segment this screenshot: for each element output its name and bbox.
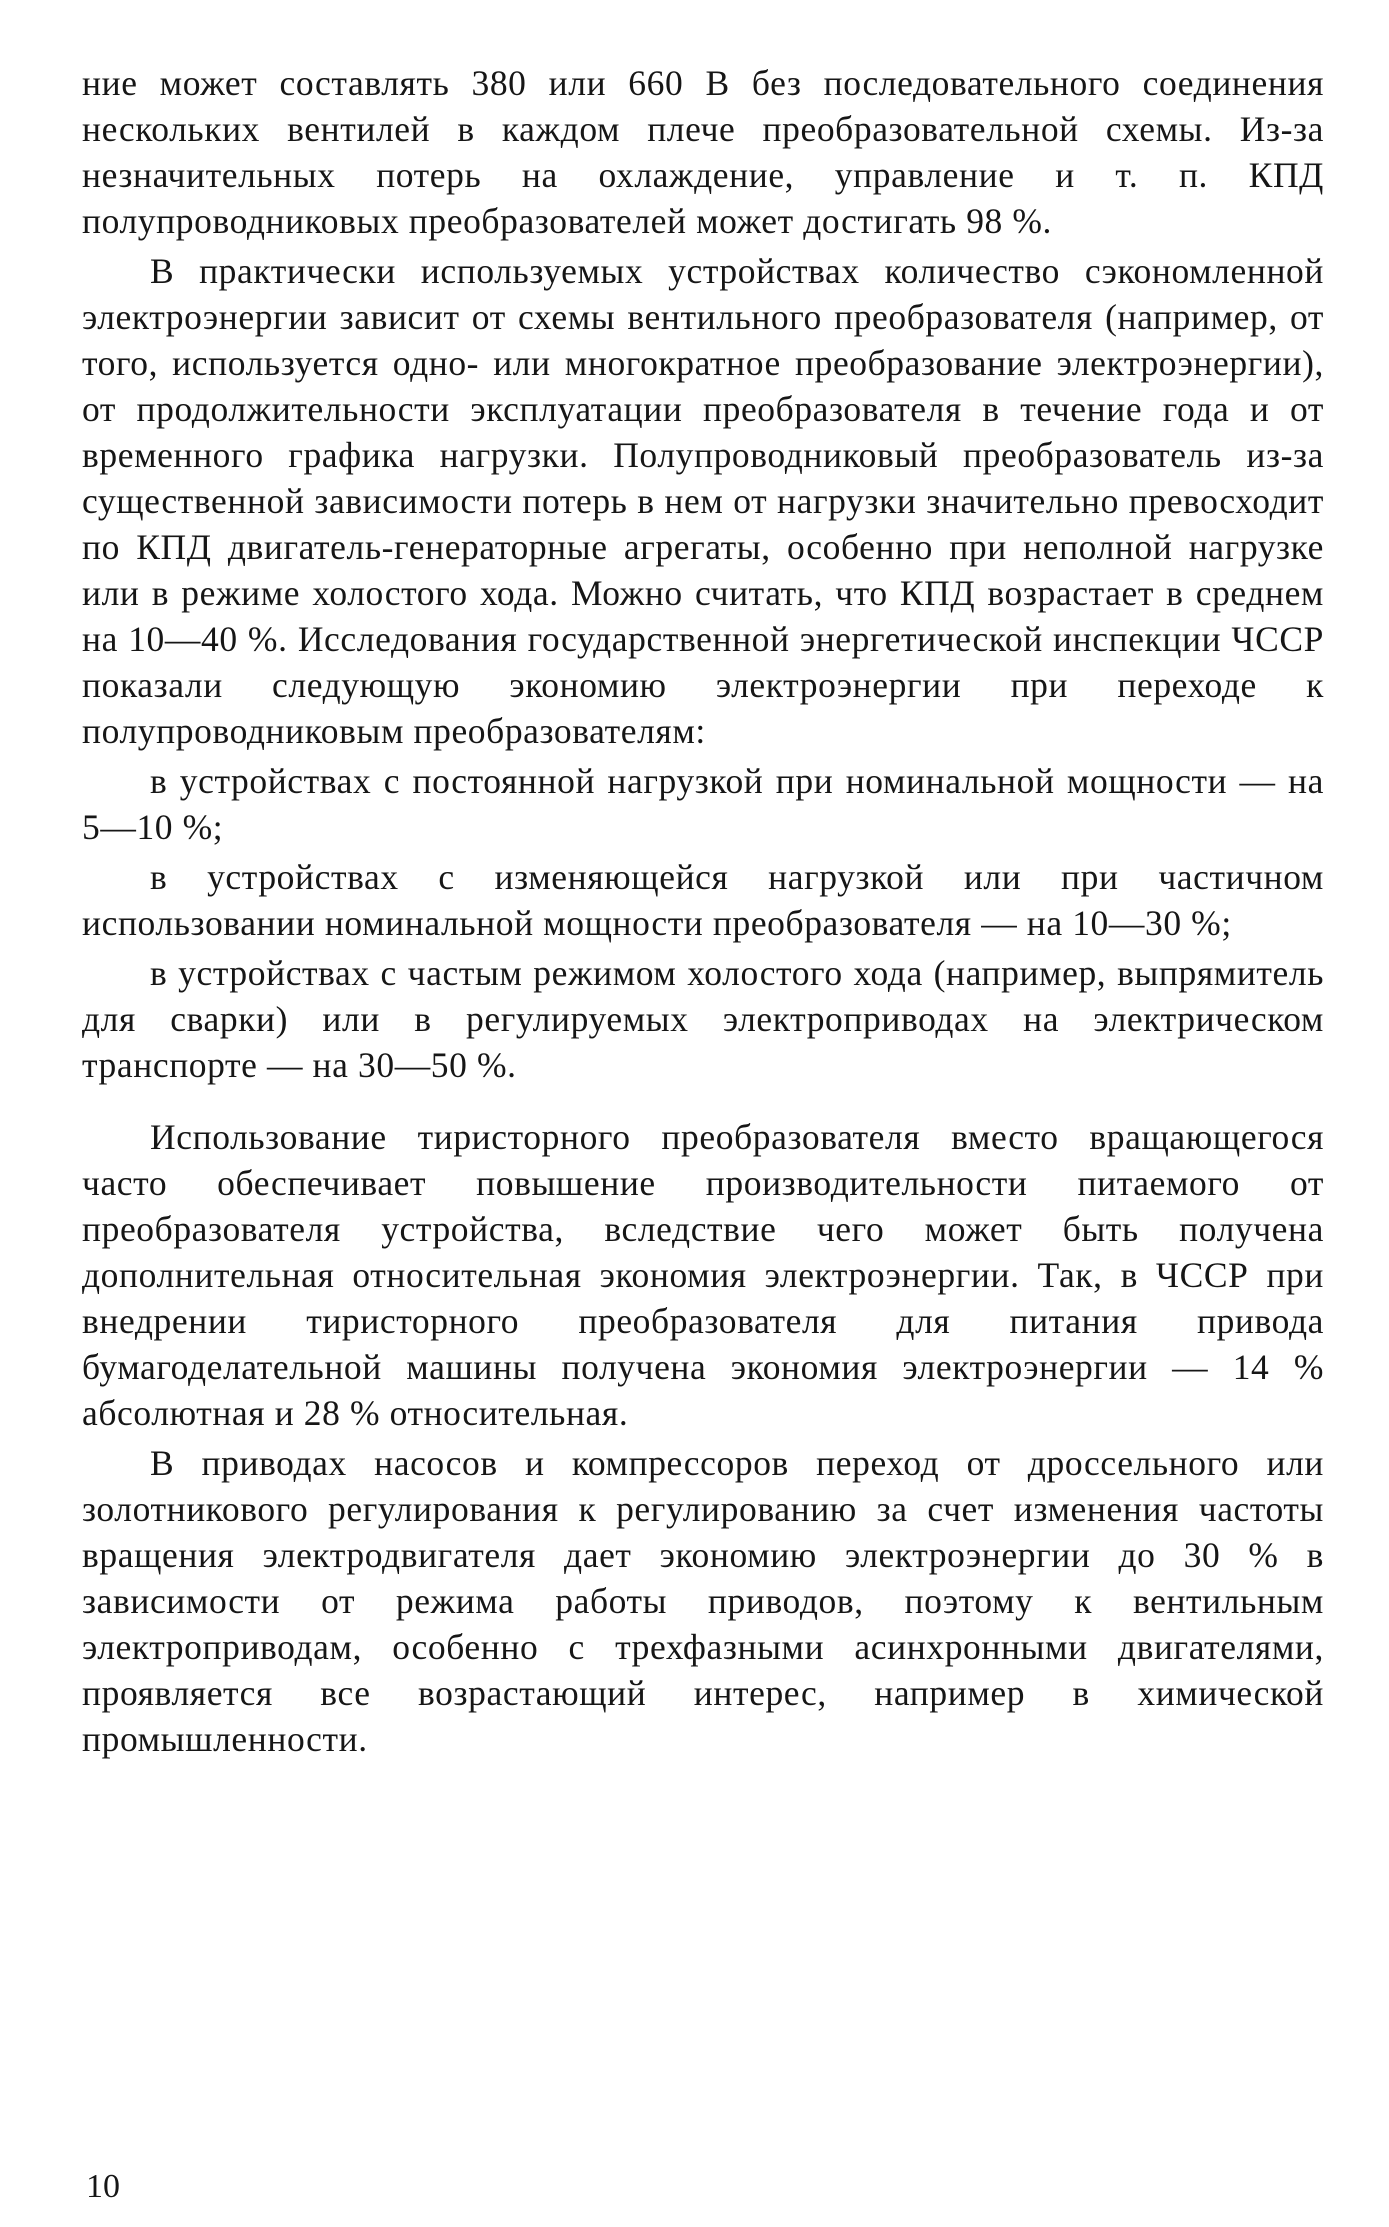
paragraph-thyristor: Использование тиристорного преобразователя вместо вращающегося часто обеспечивает повышение производительности питаемого от преобразователя устройства, вследствие чего может быть получена дополнительная относительная экономия электроэнергии. Так, в ЧССР при внедрении тиристорного преобразователя для питания привода бумагоделательной машины получена экономия электроэнергии — 14 % абсолютная и 28 % относительная. — [82, 1117, 1324, 1433]
paragraph-continuation: ние может составлять 380 или 660 В без последовательного соединения нескольких вентилей в каждом плече преобразовательной схемы. Из-за незначительных потерь на охлаждение, управление и т. п. КПД полупроводниковых преобразователей может достигать 98 %. — [82, 63, 1324, 241]
page-number: 10 — [86, 2168, 120, 2205]
list-item-idle-mode: в устройствах с частым режимом холостого хода (например, выпрямитель для сварки) или в регулируемых электроприводах на электрическом транспорте — на 30—50 %. — [82, 953, 1324, 1085]
list-item-constant-load: в устройствах с постоянной нагрузкой при номинальной мощности — на 5—10 %; — [82, 761, 1324, 847]
paragraph-savings: В практически используемых устройствах количество сэкономленной электроэнергии зависит от схемы вентильного преобразователя (например, от того, используется одно- или многократное преобразование электроэнергии), от продолжительности эксплуатации преобразователя в течение года и от временного графика нагрузки. Полупроводниковый преобразователь из-за существенной зависимости потерь в нем от нагрузки значительно превосходит по КПД двигатель-генераторные агрегаты, особенно при неполной нагрузке или в режиме холостого хода. Можно считать, что КПД возрастает в среднем на 10—40 %. Исследования государственной энергетической инспекции ЧССР показали следующую экономию электроэнергии при переходе к полупроводниковым преобразователям: — [82, 251, 1324, 751]
paragraph-pumps: В приводах насосов и компрессоров переход от дроссельного или золотникового регулирования к регулированию за счет изменения частоты вращения электродвигателя дает экономию электроэнергии до 30 % в зависимости от режима работы приводов, поэтому к вентильным электроприводам, особенно с трехфазными асинхронными двигателями, проявляется все возрастающий интерес, например в химической промышленности. — [82, 1443, 1324, 1759]
list-item-variable-load: в устройствах с изменяющейся нагрузкой или при частичном использовании номинальной мощности преобразователя — на 10—30 %; — [82, 857, 1324, 943]
page-body — [82, 60, 1324, 1766]
